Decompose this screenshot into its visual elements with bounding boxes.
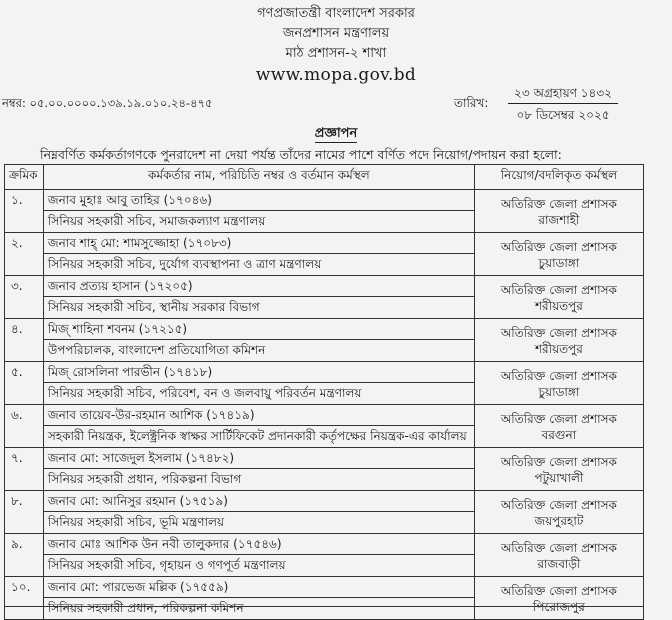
table-row — [5, 276, 644, 319]
officer-name: জনাব মো: পারভেজ মল্লিক (১৭৫৫৯) — [44, 577, 474, 598]
memo-number: নম্বর: ০৫.০০.০০০০.১৩৯.১৯.০১০.২৪-৪৭৫ — [2, 96, 213, 110]
row-officer — [43, 233, 474, 276]
posting-title: অতিরিক্ত জেলা প্রশাসক — [500, 584, 617, 598]
section-name: মাঠ প্রশাসন-২ শাখা — [285, 46, 387, 61]
officer-designation: উপপরিচালক, বাংলাদেশ প্রতিযোগিতা কমিশন — [47, 343, 266, 357]
officer-designation: সিনিয়র সহকারী সচিব, গৃহায়ন ও গণপূর্ত মন্ত্রণালয় — [47, 558, 286, 572]
posting-place: রাজশাহী — [538, 213, 580, 227]
row-officer — [43, 362, 474, 405]
row-posting — [474, 233, 643, 276]
posting-title: অতিরিক্ত জেলা প্রশাসক — [500, 283, 617, 297]
officer-name: জনাব শাহ্ মো: শামসুজ্জোহা (১৭০৮৩) — [44, 233, 474, 254]
title-text: প্রজ্ঞাপন — [314, 126, 358, 141]
table-row — [5, 319, 644, 362]
officer-designation: সিনিয়র সহকারী সচিব, স্থানীয় সরকার বিভাগ — [47, 300, 260, 314]
row-serial: ২. — [5, 233, 44, 276]
posting-title: অতিরিক্ত জেলা প্রশাসক — [500, 412, 617, 426]
table-continuation-line — [4, 606, 644, 607]
row-officer — [43, 319, 474, 362]
posting-place: শরীয়তপুর — [534, 299, 583, 313]
row-serial: ৪. — [5, 319, 44, 362]
officer-name: জনাব তায়েব-উর-রহমান আশিক (১৭৪১৯) — [44, 405, 474, 426]
row-posting — [474, 362, 643, 405]
row-posting — [474, 405, 643, 448]
officer-designation: সিনিয়র সহকারী সচিব, পরিবেশ, বন ও জলবায়ু পরিবর্তন মন্ত্রণালয় — [47, 386, 362, 400]
row-officer — [43, 405, 474, 448]
posting-place: বরগুনা — [541, 428, 577, 442]
row-officer — [43, 534, 474, 577]
table-row — [5, 491, 644, 534]
date-block — [508, 84, 618, 124]
posting-title: অতিরিক্ত জেলা প্রশাসক — [500, 455, 617, 469]
header-officer: কর্মকর্তার নাম, পরিচিতি নম্বর ও বর্তমান কর্মস্থল — [43, 165, 474, 190]
row-serial: ৫. — [5, 362, 44, 405]
row-posting — [474, 577, 643, 620]
government-name: গণপ্রজাতন্ত্রী বাংলাদেশ সরকার — [257, 6, 415, 21]
officer-name: জনাব প্রত্যয় হাসান (১৭২০৫) — [44, 276, 474, 297]
posting-title: অতিরিক্ত জেলা প্রশাসক — [500, 326, 617, 340]
posting-title: অতিরিক্ত জেলা প্রশাসক — [500, 369, 617, 383]
officer-name: জনাব মো: সাজেদুল ইসলাম (১৭৪৮২) — [44, 448, 474, 469]
website-url[interactable]: www.mopa.gov.bd — [255, 65, 417, 85]
row-posting — [474, 534, 643, 577]
table-body — [5, 190, 644, 620]
table-row — [5, 534, 644, 577]
ministry-name: জনপ্রশাসন মন্ত্রণালয় — [282, 26, 390, 41]
row-officer — [43, 276, 474, 319]
row-posting — [474, 319, 643, 362]
table-row — [5, 362, 644, 405]
row-serial: ৭. — [5, 448, 44, 491]
row-serial: ৩. — [5, 276, 44, 319]
document-header — [0, 4, 672, 86]
posting-place: রাজবাড়ী — [537, 557, 581, 571]
posting-title: অতিরিক্ত জেলা প্রশাসক — [500, 197, 617, 211]
officer-name: জনাব মোঃ আশিক উন নবী তালুকদার (১৭৫৪৬) — [44, 534, 474, 555]
table-row — [5, 233, 644, 276]
intro-text: নিম্নবর্ণিত কর্মকর্তাগণকে পুনরাদেশ না দেয়া পর্যন্ত তাঁদের নামের পাশে বর্ণিত পদে নিয়োগ/পদায়ন করা হলো: — [40, 147, 562, 162]
officer-name: মিজ্ শাহিনা শবনম (১৭২১৫) — [44, 319, 474, 340]
posting-place: চুয়াডাঙ্গা — [538, 256, 580, 270]
officer-designation: সহকারী নিয়ন্ত্রক, ইলেক্ট্রনিক স্বাক্ষর সার্টিফিকেট প্রদানকারী কর্তৃপক্ষের নিয়ন্ত্রক-এর কার্যালয় — [47, 429, 467, 443]
table-header-row — [5, 165, 644, 190]
posting-place: চুয়াডাঙ্গা — [538, 385, 580, 399]
row-posting — [474, 190, 643, 233]
posting-title: অতিরিক্ত জেলা প্রশাসক — [500, 498, 617, 512]
table-row — [5, 405, 644, 448]
date-english: ০৮ ডিসেম্বর ২০২৫ — [516, 108, 610, 122]
officer-designation: সিনিয়র সহকারী সচিব, ভূমি মন্ত্রণালয় — [47, 515, 225, 529]
row-serial: ৬. — [5, 405, 44, 448]
row-serial: ১. — [5, 190, 44, 233]
officer-designation: সিনিয়র সহকারী সচিব, দুর্যোগ ব্যবস্থাপনা ও ত্রাণ মন্ত্রণালয় — [47, 257, 322, 271]
posting-table — [4, 164, 644, 620]
row-officer — [43, 190, 474, 233]
row-serial: ৯. — [5, 534, 44, 577]
posting-title: অতিরিক্ত জেলা প্রশাসক — [500, 541, 617, 555]
officer-designation: সিনিয়র সহকারী সচিব, সমাজকল্যাণ মন্ত্রণালয় — [47, 214, 266, 228]
table-row — [5, 448, 644, 491]
row-officer — [43, 577, 474, 620]
officer-designation: সিনিয়র সহকারী প্রধান, পরিকল্পনা বিভাগ — [47, 472, 242, 486]
row-posting — [474, 491, 643, 534]
date-bangla: ২৩ অগ্রহায়ণ ১৪৩২ — [508, 84, 618, 104]
row-officer — [43, 491, 474, 534]
document-title — [0, 124, 672, 145]
posting-place: পটুয়াখালী — [534, 471, 584, 485]
row-serial: ৮. — [5, 491, 44, 534]
date-label: তারিখ: — [454, 96, 489, 110]
header-posting: নিয়োগ/বদলিকৃত কর্মস্থল — [474, 165, 643, 190]
posting-place: পিরোজপুর — [532, 600, 585, 614]
posting-title: অতিরিক্ত জেলা প্রশাসক — [500, 240, 617, 254]
posting-place: শরীয়তপুর — [534, 342, 583, 356]
posting-place: জয়পুরহাট — [534, 514, 584, 528]
row-posting — [474, 276, 643, 319]
row-posting — [474, 448, 643, 491]
officer-designation: সিনিয়র সহকারী প্রধান, পরিকল্পনা কমিশন — [47, 601, 244, 615]
table-row — [5, 577, 644, 620]
header-serial: ক্রমিক — [5, 165, 44, 190]
row-officer — [43, 448, 474, 491]
officer-name: মিজ্ রোসলিনা পারভীন (১৭৪১৮) — [44, 362, 474, 383]
row-serial: ১০. — [5, 577, 44, 620]
officer-name: জনাব মুহাঃ আবু তাহির (১৭০৪৬) — [44, 190, 474, 211]
officer-name: জনাব মো: আনিসুর রহমান (১৭৫১৯) — [44, 491, 474, 512]
table-row — [5, 190, 644, 233]
